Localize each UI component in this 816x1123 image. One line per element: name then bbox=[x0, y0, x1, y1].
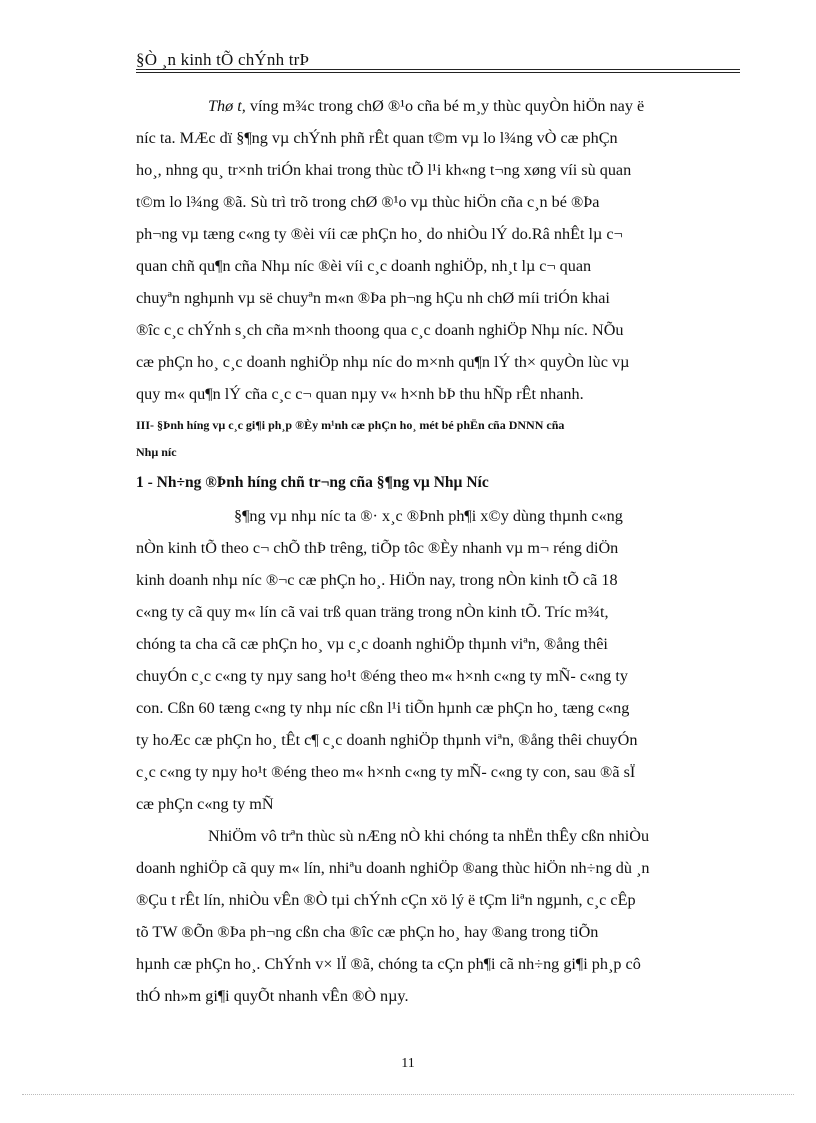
paragraph-3-line: ®Çu t rÊt lín, nhiÒu vÊn ®Ò tµi chÝnh cÇn xö lý ë tÇm liªn ngµnh, c¸c cÊp bbox=[136, 891, 636, 909]
paragraph-2-line: con. Cßn 60 tæng c«ng ty nhµ níc cßn l¹i tiÕn hµnh cæ phÇn ho¸ tæng c«ng bbox=[136, 699, 630, 717]
paragraph-1-line: cæ phÇn ho¸ c¸c doanh nghiÖp nhµ níc do m×nh qu¶n lÝ th× quyÒn lùc vµ bbox=[136, 353, 630, 371]
paragraph-2-line: kinh doanh nhµ níc ®¬c cæ phÇn ho¸. HiÖn nay, trong nÒn kinh tÕ cã 18 bbox=[136, 571, 618, 589]
header-rule bbox=[136, 69, 740, 70]
paragraph-2-line: §¶ng vµ nhµ níc ta ®· x¸c ®Þnh ph¶i x©y dùng thµnh c«ng bbox=[234, 507, 623, 525]
section-heading-3-line: Nhµ níc bbox=[136, 445, 177, 459]
subsection-heading-1: 1 - Nh÷ng ®Þnh híng chñ tr¬ng cña §¶ng vµ Nhµ Níc bbox=[136, 474, 489, 491]
page-number: 11 bbox=[401, 1056, 415, 1071]
paragraph-2-line: c«ng ty cã quy m« lín cã vai trß quan träng trong nÒn kinh tÕ. Tríc m¾t, bbox=[136, 603, 609, 621]
paragraph-2-line: chuyÓn c¸c c«ng ty nµy sang ho¹t ®éng theo m« h×nh c«ng ty mÑ- c«ng ty bbox=[136, 667, 628, 685]
paragraph-1-line: ®îc c¸c chÝnh s¸ch cña m×nh thoong qua c¸c doanh nghiÖp Nhµ níc. NÕu bbox=[136, 321, 624, 339]
paragraph-3-line: thÓ nh»m gi¶i quyÕt nhanh vÊn ®Ò nµy. bbox=[136, 987, 409, 1005]
paragraph-2-line: ty hoÆc cæ phÇn ho¸ tÊt c¶ c¸c doanh nghiÖp thµnh viªn, ®ång thêi chuyÓn bbox=[136, 731, 638, 749]
paragraph-3-line: doanh nghiÖp cã quy m« lín, nhiªu doanh nghiÖp ®ang thùc hiÖn nh÷ng dù ¸n bbox=[136, 859, 650, 877]
document-body bbox=[136, 90, 740, 1012]
page-header-title: §Ò ¸n kinh tÕ chÝnh trÞ bbox=[136, 50, 310, 69]
paragraph-3-line: tõ TW ®Õn ®Þa ph¬ng cßn cha ®îc cæ phÇn ho¸ hay ®ang trong tiÕn bbox=[136, 923, 599, 941]
paragraph-2-line: cæ phÇn c«ng ty mÑ bbox=[136, 795, 274, 813]
paragraph-3 bbox=[136, 820, 740, 1012]
paragraph-3-line: NhiÖm vô trªn thùc sù nÆng nÒ khi chóng ta nhËn thÊy cßn nhiÒu bbox=[208, 827, 650, 845]
page-bottom-edge bbox=[22, 1094, 794, 1095]
paragraph-1-line: Thø t, víng m¾c trong chØ ®¹o cña bé m¸y thùc quyÒn hiÖn nay ë bbox=[208, 97, 645, 115]
paragraph-1-line: ho¸, nhng qu¸ tr×nh triÓn khai trong thùc tÕ l¹i kh«ng t¬ng xøng víi sù quan bbox=[136, 161, 632, 179]
paragraph-1-line: ph¬ng vµ tæng c«ng ty ®èi víi cæ phÇn ho¸ do nhiÒu lÝ do.Râ nhÊt lµ c¬ bbox=[136, 225, 623, 243]
paragraph-2 bbox=[136, 500, 740, 820]
paragraph-3-line: hµnh cæ phÇn ho¸. ChÝnh v× lÏ ®ã, chóng ta cÇn ph¶i cã nh÷ng gi¶i ph¸p cô bbox=[136, 955, 641, 973]
paragraph-1 bbox=[136, 90, 740, 410]
paragraph-1-line: chuyªn nghµnh vµ së chuyªn m«n ®Þa ph¬ng hÇu nh chØ míi triÓn khai bbox=[136, 289, 610, 307]
paragraph-2-line: chóng ta cha cã cæ phÇn ho¸ vµ c¸c doanh nghiÖp thµnh viªn, ®ång thêi bbox=[136, 635, 608, 653]
paragraph-1-line: quy m« qu¶n lÝ cña c¸c c¬ quan nµy v« h×nh bÞ thu hÑp rÊt nhanh. bbox=[136, 385, 584, 403]
section-heading-3-line: III- §Þnh híng vµ c¸c gi¶i ph¸p ®Èy m¹nh cæ phÇn ho¸ mét bé phËn cña DNNN cña bbox=[136, 418, 565, 432]
paragraph-1-line: níc ta. MÆc dï §¶ng vµ chÝnh phñ rÊt quan t©m vµ lo l¾ng vÒ cæ phÇn bbox=[136, 129, 618, 147]
section-heading-3 bbox=[136, 412, 740, 466]
paragraph-1-lead: Thø t, bbox=[208, 97, 246, 115]
paragraph-1-line: t©m lo l¾ng ®ã. Sù trì trõ trong chØ ®¹o vµ thùc hiÖn cña c¸n bé ®Þa bbox=[136, 193, 600, 211]
paragraph-2-line: nÒn kinh tÕ theo c¬ chÕ thÞ trêng, tiÕp tôc ®Èy nhanh vµ m¬ réng diÖn bbox=[136, 539, 619, 557]
paragraph-1-line: quan chñ qu¶n cña Nhµ níc ®èi víi c¸c doanh nghiÖp, nh¸t lµ c¬ quan bbox=[136, 257, 592, 275]
paragraph-2-line: c¸c c«ng ty nµy ho¹t ®éng theo m« h×nh c«ng ty mÑ- c«ng ty con, sau ®ã sÏ bbox=[136, 763, 636, 781]
header-rule-double bbox=[136, 72, 740, 73]
